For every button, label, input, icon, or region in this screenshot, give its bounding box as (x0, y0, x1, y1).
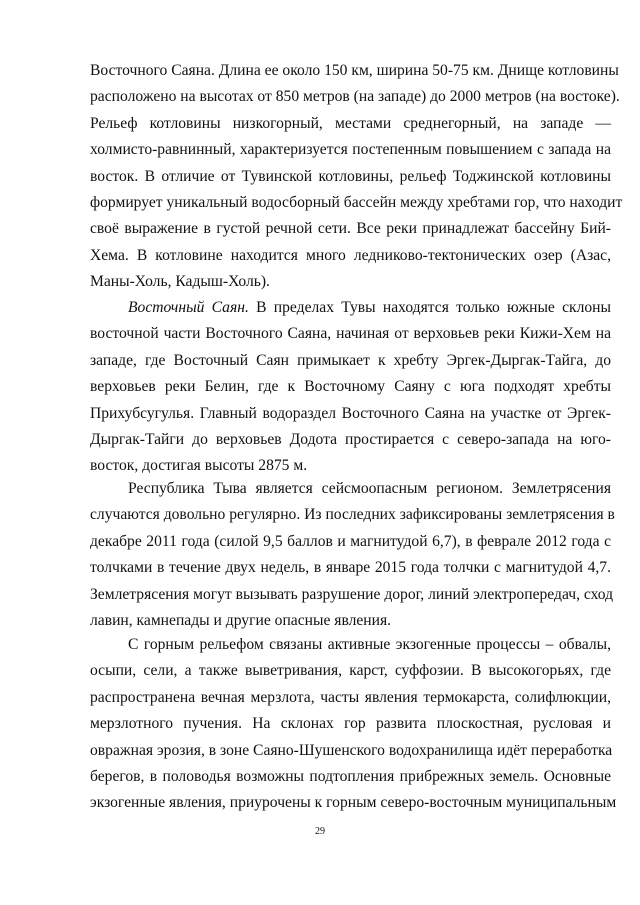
text-line: Дыргак-Тайги до верховьев Додота простирается с северо-запада на юго- (90, 430, 611, 448)
text-line: своё выражение в густой речной сети. Все реки принадлежат бассейну Бий- (90, 220, 611, 238)
text-line-first (90, 295, 611, 321)
text-line: распространена вечная мерзлота, часты явления термокарста, солифлюкции, (90, 688, 611, 706)
text-line: верховьев реки Белин, где к Восточному Саяну с юга подходят хребты (90, 378, 611, 396)
text-line: формирует уникальный водосборный бассейн между хребтами гор, что находит (90, 193, 623, 211)
text-line: экзогенные явления, приурочены к горным северо-восточным муниципальным (90, 794, 617, 812)
text-line: декабре 2011 года (силой 9,5 баллов и магнитудой 6,7), в феврале 2012 года с (90, 532, 611, 550)
paragraph-3 (90, 476, 615, 634)
paragraph-4 (90, 632, 617, 817)
text-fragment: В пределах Тувы находятся только южные склоны (248, 299, 611, 316)
text-line: Хема. В котловине находится много ледниково-тектонических озер (Азас, (90, 246, 611, 264)
text-line: мерзлотного пучения. На склонах гор развита плоскостная, русловая и (90, 715, 611, 733)
paragraph-2 (90, 295, 611, 480)
text-line: восток, достигая высоты 2875 м. (90, 457, 308, 475)
text-line: толчками в течение двух недель, в январе 2015 года толчки с магнитудой 4,7. (90, 559, 611, 577)
page-number: 29 (315, 826, 325, 837)
text-line: Землетрясения могут вызывать разрушение дорог, линий электропередач, сход (90, 585, 614, 603)
text-line: Маны-Холь, Кадыш-Холь). (90, 273, 270, 291)
section-heading: Восточный Саян. (128, 299, 249, 316)
text-line: Восточного Саяна. Длина ее около 150 км, ширина 50-75 км. Днище котловины (90, 62, 619, 79)
text-line: холмисто-равнинный, характеризуется постепенным повышением с запада на (90, 141, 611, 159)
paragraph-1 (90, 58, 623, 296)
text-line: расположено на высотах от 850 метров (на западе) до 2000 метров (на востоке). (90, 88, 620, 106)
text-line: берегов, в половодья возможны подтопления прибрежных земель. Основные (90, 767, 611, 785)
text-line: овражная эрозия, в зоне Саяно-Шушенского водохранилища идёт переработка (90, 741, 613, 759)
text-line: западе, где Восточный Саян примыкает к хребту Эргек-Дыргак-Тайга, до (90, 351, 611, 369)
text-line: лавин, камнепады и другие опасные явления. (90, 611, 392, 629)
text-line: восток. В отличие от Тувинской котловины, рельеф Тоджинской котловины (90, 167, 611, 185)
text-line: Прихубсугулья. Главный водораздел Восточного Саяна на участке от Эргек- (90, 404, 611, 422)
text-line: случаются довольно регулярно. Из последних зафиксированы землетрясения в (90, 506, 615, 524)
text-line: С горным рельефом связаны активные экзогенные процессы – обвалы, (128, 636, 611, 653)
text-line: Республика Тыва является сейсмоопасным регионом. Землетрясения (128, 480, 611, 497)
text-line: восточной части Восточного Саяна, начиная от верховьев реки Кижи-Хем на (90, 325, 611, 343)
text-line: Рельеф котловины низкогорный, местами среднегорный, на западе — (90, 114, 611, 132)
text-line: осыпи, сели, а также выветривания, карст, суффозии. В высокогорьях, где (90, 662, 611, 680)
